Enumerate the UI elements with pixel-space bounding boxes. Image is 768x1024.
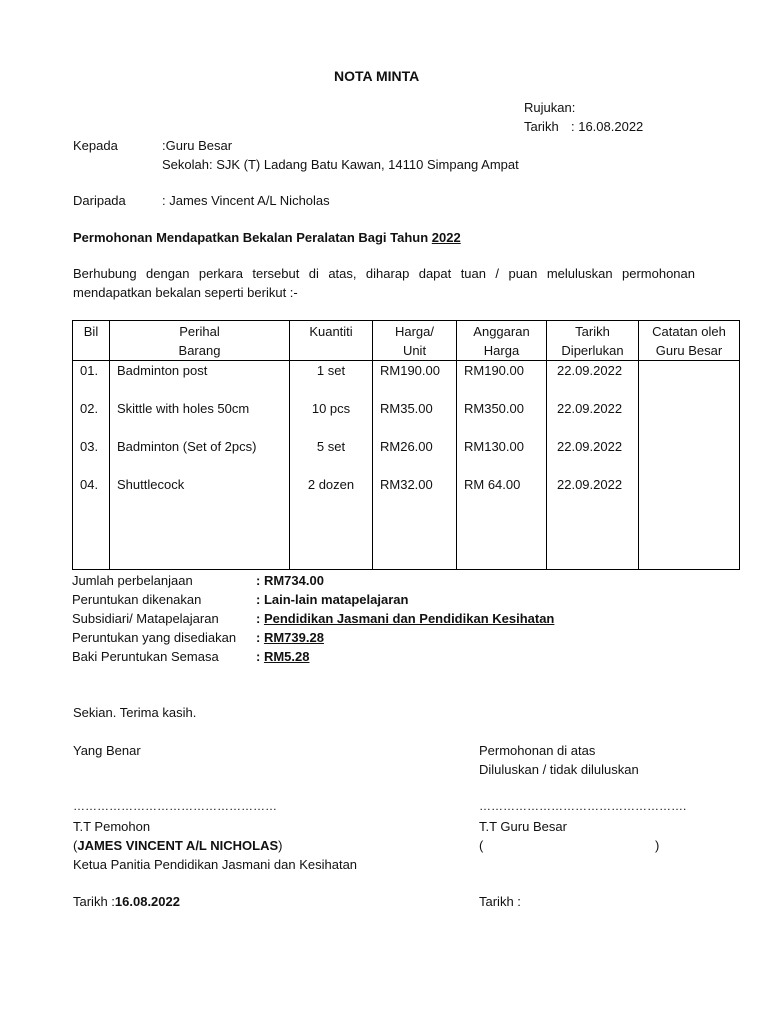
cell-item: Skittle with holes 50cm [110, 399, 290, 437]
cell-date: 22.09.2022 [547, 361, 639, 400]
cell-note [639, 475, 740, 513]
cell-qty: 1 set [290, 361, 373, 400]
subsidiari-value-line: : Pendidikan Jasmani dan Pendidikan Kesihatan [256, 611, 555, 626]
table-row [73, 475, 740, 513]
disediakan-label: Peruntukan yang disediakan [72, 630, 237, 645]
cell-qty: 5 set [290, 437, 373, 475]
right-name-open: ( [479, 838, 484, 853]
approval-line1: Permohonan di atas [479, 743, 596, 758]
cell-bil: 01. [73, 361, 110, 400]
daripada-value: : James Vincent A/L Nicholas [162, 193, 330, 208]
applicant-name-line: (JAMES VINCENT A/L NICHOLAS) [73, 838, 283, 853]
closing-text: Sekian. Terima kasih. [73, 705, 197, 720]
cell-bil: 02. [73, 399, 110, 437]
subsidiari-label: Subsidiari/ Matapelajaran [72, 611, 219, 626]
header-catatan: Catatan oleh Guru Besar [639, 321, 740, 361]
jumlah-value-line: : RM734.00 [256, 573, 324, 588]
cell-item: Badminton (Set of 2pcs) [110, 437, 290, 475]
approval-line2: Diluluskan / tidak diluluskan [479, 762, 639, 777]
applicant-position: Ketua Panitia Pendidikan Jasmani dan Kesihatan [73, 857, 358, 872]
cell-note [639, 361, 740, 400]
cell-total: RM130.00 [457, 437, 547, 475]
right-signature-line: ……………………………………………. [479, 799, 687, 813]
subject-year: 2022 [431, 230, 461, 245]
cell-qty: 10 pcs [290, 399, 373, 437]
cell-bil: 04. [73, 475, 110, 513]
jumlah-value: RM734.00 [263, 573, 324, 588]
cell-bil: 03. [73, 437, 110, 475]
subsidiari-value: Pendidikan Jasmani dan Pendidikan Kesihatan [263, 611, 555, 626]
table-filler-row [73, 513, 740, 570]
table-row [73, 399, 740, 437]
header-bil: Bil [73, 321, 110, 361]
cell-note [639, 399, 740, 437]
items-table [72, 320, 740, 570]
cell-unit-price: RM35.00 [373, 399, 457, 437]
disediakan-value-line: : RM739.28 [256, 630, 324, 645]
cell-total: RM350.00 [457, 399, 547, 437]
cell-unit-price: RM26.00 [373, 437, 457, 475]
cell-date: 22.09.2022 [547, 437, 639, 475]
intro-paragraph [73, 264, 695, 302]
table-header-row [73, 321, 740, 361]
cell-unit-price: RM32.00 [373, 475, 457, 513]
cell-qty: 2 dozen [290, 475, 373, 513]
applicant-name: JAMES VINCENT A/L NICHOLAS [77, 838, 279, 853]
baki-value-line: : RM5.28 [256, 649, 310, 664]
cell-item: Badminton post [110, 361, 290, 400]
tarikh-value: : 16.08.2022 [571, 119, 644, 134]
left-tarikh-line: Tarikh :16.08.2022 [73, 894, 180, 909]
tt-pemohon-label: T.T Pemohon [73, 819, 151, 834]
header-kuantiti: Kuantiti [290, 321, 373, 361]
cell-item: Shuttlecock [110, 475, 290, 513]
cell-note [639, 437, 740, 475]
peruntukan-value-line: : Lain-lain matapelajaran [256, 592, 409, 607]
baki-label: Baki Peruntukan Semasa [72, 649, 219, 664]
cell-unit-price: RM190.00 [373, 361, 457, 400]
yang-benar: Yang Benar [73, 743, 141, 758]
kepada-line2: Sekolah: SJK (T) Ladang Batu Kawan, 14110 Simpang Ampat [162, 157, 519, 172]
daripada-label: Daripada [73, 193, 126, 208]
tt-guru-besar-label: T.T Guru Besar [479, 819, 567, 834]
intro-line1: Berhubung dengan perkara tersebut di atas, diharap dapat tuan / puan meluluskan permohonan [73, 266, 695, 281]
header-tarikh: Tarikh Diperlukan [547, 321, 639, 361]
left-signature-line: …………………………………………… [73, 799, 277, 813]
intro-line2: mendapatkan bekalan seperti berikut :- [73, 285, 298, 300]
tarikh-label: Tarikh [524, 119, 559, 134]
left-tarikh-value: 16.08.2022 [114, 894, 180, 909]
right-tarikh-label: Tarikh : [479, 894, 521, 909]
page-title: NOTA MINTA [334, 68, 420, 84]
peruntukan-label: Peruntukan dikenakan [72, 592, 202, 607]
cell-date: 22.09.2022 [547, 399, 639, 437]
kepada-line1: :Guru Besar [162, 138, 233, 153]
subject-line [73, 228, 461, 247]
header-anggaran: Anggaran Harga [457, 321, 547, 361]
rujukan-label: Rujukan: [524, 100, 576, 115]
kepada-label: Kepada [73, 138, 118, 153]
jumlah-label: Jumlah perbelanjaan [72, 573, 193, 588]
peruntukan-value: Lain-lain matapelajaran [263, 592, 409, 607]
header-perihal: Perihal Barang [110, 321, 290, 361]
header-harga: Harga/ Unit [373, 321, 457, 361]
subject-text: Permohonan Mendapatkan Bekalan Peralatan Bagi Tahun [73, 230, 432, 245]
cell-date: 22.09.2022 [547, 475, 639, 513]
right-name-close: ) [655, 838, 660, 853]
baki-value: RM5.28 [263, 649, 310, 664]
table-row [73, 437, 740, 475]
cell-total: RM190.00 [457, 361, 547, 400]
table-row [73, 361, 740, 400]
disediakan-value: RM739.28 [263, 630, 324, 645]
cell-total: RM 64.00 [457, 475, 547, 513]
